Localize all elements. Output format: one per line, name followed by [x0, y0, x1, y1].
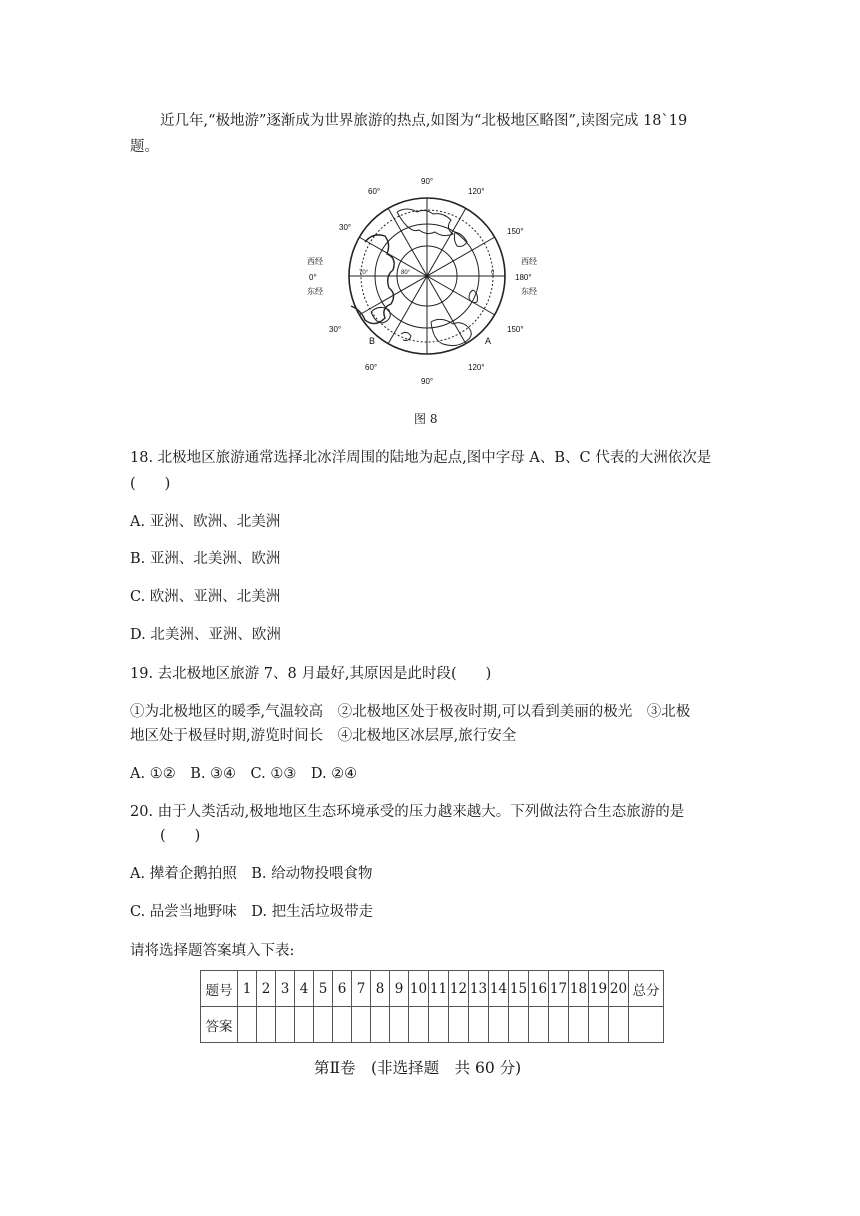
answer-table-header-row [201, 971, 664, 1007]
part-two-heading: 第Ⅱ卷 (非选择题 共 60 分) [314, 1059, 522, 1077]
map-label-east: 东经 [307, 287, 323, 296]
q18-option-c: C. 欧洲、亚洲、北美洲 [130, 589, 281, 605]
header-cell-8: 8 [371, 971, 390, 1007]
answer-cell[interactable] [449, 1007, 469, 1043]
header-cell-3: 3 [276, 971, 295, 1007]
header-cell-16: 16 [529, 971, 549, 1007]
q19-choices: A. ①② B. ③④ C. ①③ D. ②④ [130, 766, 358, 782]
q20-stem-2: ( ) [160, 828, 201, 844]
map-label-60-bl: 60° [365, 363, 378, 372]
header-cell-5: 5 [314, 971, 333, 1007]
answer-cell[interactable] [409, 1007, 429, 1043]
answer-cell[interactable] [429, 1007, 449, 1043]
answer-cell[interactable] [589, 1007, 609, 1043]
q20-stem-1: 20. 由于人类活动,极地地区生态环境承受的压力越来越大。下列做法符合生态旅游的是 [130, 804, 685, 820]
map-label-70: 70° [359, 270, 369, 276]
map-label-30-left-bottom: 30° [329, 325, 342, 334]
figure-caption: 图 8 [414, 412, 438, 426]
map-label-120-br: 120° [468, 363, 485, 372]
answer-cell[interactable] [276, 1007, 295, 1043]
header-cell-11: 11 [429, 971, 449, 1007]
header-cell-total: 总分 [629, 971, 664, 1007]
map-label-60-tl: 60° [368, 187, 381, 196]
header-cell-10: 10 [409, 971, 429, 1007]
answer-cell[interactable] [314, 1007, 333, 1043]
header-cell-7: 7 [352, 971, 371, 1007]
answer-cell[interactable] [390, 1007, 409, 1043]
map-letter-A: A [485, 336, 492, 346]
header-cell-19: 19 [589, 971, 609, 1007]
answer-table [200, 970, 664, 1043]
map-label-150-right-bottom: 150° [507, 325, 524, 334]
arctic-map-figure [305, 172, 545, 386]
map-label-east-2: 东经 [521, 287, 537, 296]
map-label-180: 180° [515, 273, 532, 282]
map-label-120-tr: 120° [468, 187, 485, 196]
answer-cell[interactable] [238, 1007, 257, 1043]
map-label-90-bottom: 90° [421, 377, 434, 386]
answer-cell[interactable] [609, 1007, 629, 1043]
q18-option-a: A. 亚洲、欧洲、北美洲 [130, 514, 281, 530]
q18-option-d: D. 北美洲、亚洲、欧洲 [130, 627, 281, 643]
answer-cell[interactable] [257, 1007, 276, 1043]
answer-cell[interactable] [371, 1007, 390, 1043]
intro-line-1: 近几年,“极地游”逐渐成为世界旅游的热点,如图为“北极地区略图”,读图完成 18`19 [160, 113, 688, 129]
header-cell-1: 1 [238, 971, 257, 1007]
header-cell-18: 18 [569, 971, 589, 1007]
header-cell-14: 14 [489, 971, 509, 1007]
answer-cell[interactable] [295, 1007, 314, 1043]
header-cell-13: 13 [469, 971, 489, 1007]
q18-stem-1: 18. 北极地区旅游通常选择北冰洋周围的陆地为起点,图中字母 A、B、C 代表的大洲依次是 [130, 450, 712, 466]
answer-cell[interactable] [569, 1007, 589, 1043]
q19-statements-2: 地区处于极昼时期,游览时间长 ④北极地区冰层厚,旅行安全 [130, 728, 517, 744]
q20-options-ab: A. 撵着企鹅拍照 B. 给动物投喂食物 [130, 866, 373, 882]
total-score-cell[interactable] [629, 1007, 664, 1043]
map-label-90-top: 90° [421, 177, 434, 186]
map-label-150-right-top: 150° [507, 227, 524, 236]
header-cell-question-no: 题号 [201, 971, 238, 1007]
header-cell-12: 12 [449, 971, 469, 1007]
answer-cell[interactable] [469, 1007, 489, 1043]
map-label-0-right: 0 [491, 270, 495, 276]
map-label-0: 0° [309, 273, 317, 282]
answer-row-label: 答案 [201, 1007, 238, 1043]
answer-cell[interactable] [333, 1007, 352, 1043]
intro-line-2: 题。 [130, 139, 159, 155]
q18-stem-2: ( ) [130, 476, 171, 492]
map-label-west-2: 西经 [521, 257, 537, 266]
answer-cell[interactable] [509, 1007, 529, 1043]
fill-instruction: 请将选择题答案填入下表: [130, 943, 295, 959]
q19-statements-1: ①为北极地区的暖季,气温较高 ②北极地区处于极夜时期,可以看到美丽的极光 ③北极 [130, 704, 691, 720]
header-cell-15: 15 [509, 971, 529, 1007]
q20-options-cd: C. 品尝当地野味 D. 把生活垃圾带走 [130, 904, 374, 920]
map-label-west: 西经 [307, 257, 323, 266]
answer-cell[interactable] [489, 1007, 509, 1043]
answer-cell[interactable] [529, 1007, 549, 1043]
header-cell-20: 20 [609, 971, 629, 1007]
q19-stem: 19. 去北极地区旅游 7、8 月最好,其原因是此时段( ) [130, 666, 492, 682]
map-label-30-left-top: 30° [339, 223, 352, 232]
map-letter-B: B [369, 336, 376, 346]
q18-option-b: B. 亚洲、北美洲、欧洲 [130, 551, 281, 567]
answer-cell[interactable] [352, 1007, 371, 1043]
header-cell-4: 4 [295, 971, 314, 1007]
header-cell-2: 2 [257, 971, 276, 1007]
header-cell-17: 17 [549, 971, 569, 1007]
header-cell-9: 9 [390, 971, 409, 1007]
header-cell-6: 6 [333, 971, 352, 1007]
map-label-80: 80° [401, 270, 411, 276]
answer-cell[interactable] [549, 1007, 569, 1043]
answer-table-answer-row [201, 1007, 664, 1043]
